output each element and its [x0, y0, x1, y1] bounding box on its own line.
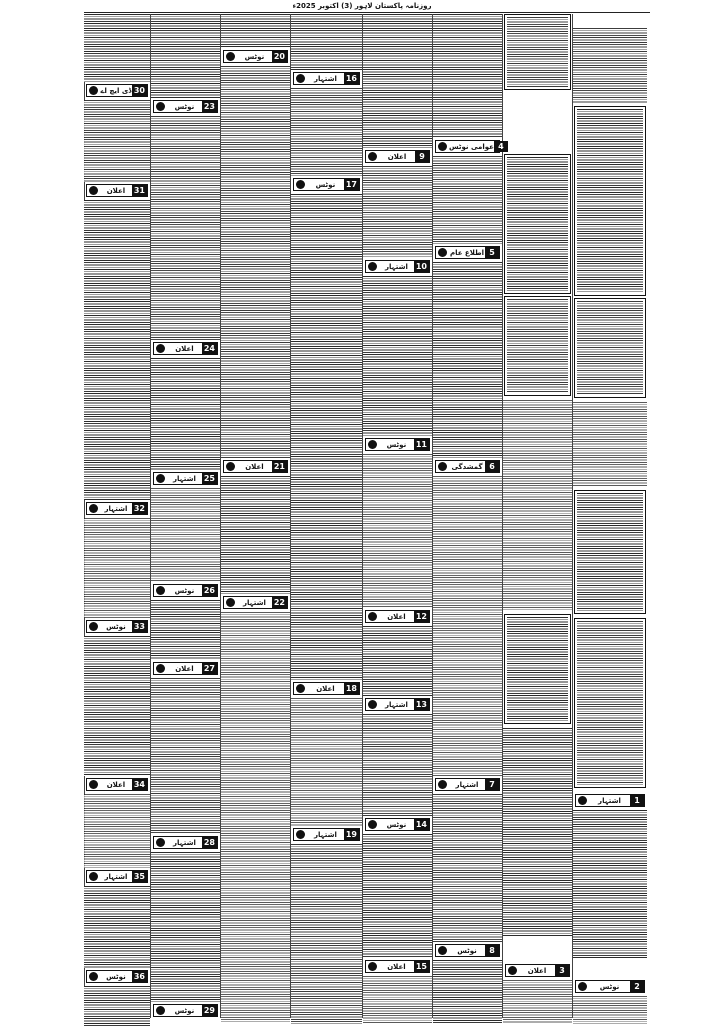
seal-icon	[156, 838, 165, 847]
seal-icon	[438, 780, 447, 789]
seal-icon	[368, 962, 377, 971]
notice-header: اطلاع عام 5	[435, 246, 500, 259]
seal-icon	[156, 344, 165, 353]
column-f	[433, 14, 502, 1018]
notice-header: اشتہار 10	[365, 260, 430, 273]
column-b	[151, 14, 220, 1018]
boxed-notice	[504, 614, 571, 724]
notice-header: اعلان 24	[153, 342, 218, 355]
seal-icon	[156, 664, 165, 673]
boxed-notice	[574, 490, 646, 614]
column-g	[503, 14, 572, 1018]
seal-icon	[368, 152, 377, 161]
seal-icon	[368, 262, 377, 271]
notice-header: اعلان 9	[365, 150, 430, 163]
seal-icon	[296, 830, 305, 839]
seal-icon	[89, 504, 98, 513]
seal-icon	[89, 972, 98, 981]
notice-header: گمشدگی 6	[435, 460, 500, 473]
seal-icon	[296, 180, 305, 189]
notice-header: اشتہار 22	[223, 596, 288, 609]
column-a	[84, 14, 150, 1018]
notice-header: اشتہار 13	[365, 698, 430, 711]
notice-header: نوٹس 23	[153, 100, 218, 113]
seal-icon	[578, 982, 587, 991]
seal-icon	[368, 612, 377, 621]
seal-icon	[508, 966, 517, 975]
boxed-notice	[504, 154, 571, 294]
boxed-notice	[504, 14, 571, 90]
seal-icon	[438, 462, 447, 471]
notice-header: اعلان 31	[86, 184, 148, 197]
seal-icon	[438, 946, 447, 955]
seal-icon	[296, 684, 305, 693]
column-d	[291, 14, 362, 1018]
notice-header: اعلان 3	[505, 964, 570, 977]
notice-header: نوٹس 11	[365, 438, 430, 451]
seal-icon	[296, 74, 305, 83]
notice-header: نوٹس 36	[86, 970, 148, 983]
boxed-notice	[574, 618, 646, 788]
notice-header: اعلان 12	[365, 610, 430, 623]
seal-icon	[89, 622, 98, 631]
column-c	[221, 14, 290, 1018]
seal-icon	[578, 796, 587, 805]
notice-header: اشتہار 1	[575, 794, 645, 807]
notice-header: اعلان 18	[293, 682, 360, 695]
notice-header: اعلان 15	[365, 960, 430, 973]
seal-icon	[226, 598, 235, 607]
notice-header: اشتہار 32	[86, 502, 148, 515]
top-rule	[84, 12, 650, 13]
seal-icon	[226, 462, 235, 471]
notice-header: نوٹس 17	[293, 178, 360, 191]
notice-header: اشتہار 16	[293, 72, 360, 85]
seal-icon	[89, 872, 98, 881]
notice-header: نوٹس 26	[153, 584, 218, 597]
masthead: روزنامہ پاکستان لاہور (3) اکتوبر 2025ء	[292, 2, 432, 10]
seal-icon	[89, 780, 98, 789]
boxed-notice	[574, 298, 646, 398]
column-h	[573, 14, 647, 1018]
seal-icon	[438, 142, 447, 151]
notice-header: ڈی ایچ اے 30	[86, 84, 148, 97]
seal-icon	[368, 700, 377, 709]
notice-header: اعلان 21	[223, 460, 288, 473]
seal-icon	[89, 186, 98, 195]
boxed-notice	[504, 296, 571, 396]
notice-header: نوٹس 20	[223, 50, 288, 63]
notice-header: نوٹس 2	[575, 980, 645, 993]
seal-icon	[226, 52, 235, 61]
notice-header: عوامی نوٹس 4	[435, 140, 500, 153]
notice-header: نوٹس 29	[153, 1004, 218, 1017]
seal-icon	[156, 102, 165, 111]
seal-icon	[368, 440, 377, 449]
notice-header: اشتہار 7	[435, 778, 500, 791]
notice-header: اشتہار 35	[86, 870, 148, 883]
seal-icon	[156, 1006, 165, 1015]
notice-header: اشتہار 28	[153, 836, 218, 849]
seal-icon	[368, 820, 377, 829]
notice-header: اشتہار 19	[293, 828, 360, 841]
notice-header: اعلان 27	[153, 662, 218, 675]
notice-header: نوٹس 14	[365, 818, 430, 831]
seal-icon	[89, 86, 98, 95]
column-e	[363, 14, 432, 1018]
notice-header: اعلان 34	[86, 778, 148, 791]
seal-icon	[156, 474, 165, 483]
boxed-notice	[574, 106, 646, 296]
notice-header: اشتہار 25	[153, 472, 218, 485]
seal-icon	[156, 586, 165, 595]
notice-header: نوٹس 8	[435, 944, 500, 957]
notice-header: نوٹس 33	[86, 620, 148, 633]
seal-icon	[438, 248, 447, 257]
